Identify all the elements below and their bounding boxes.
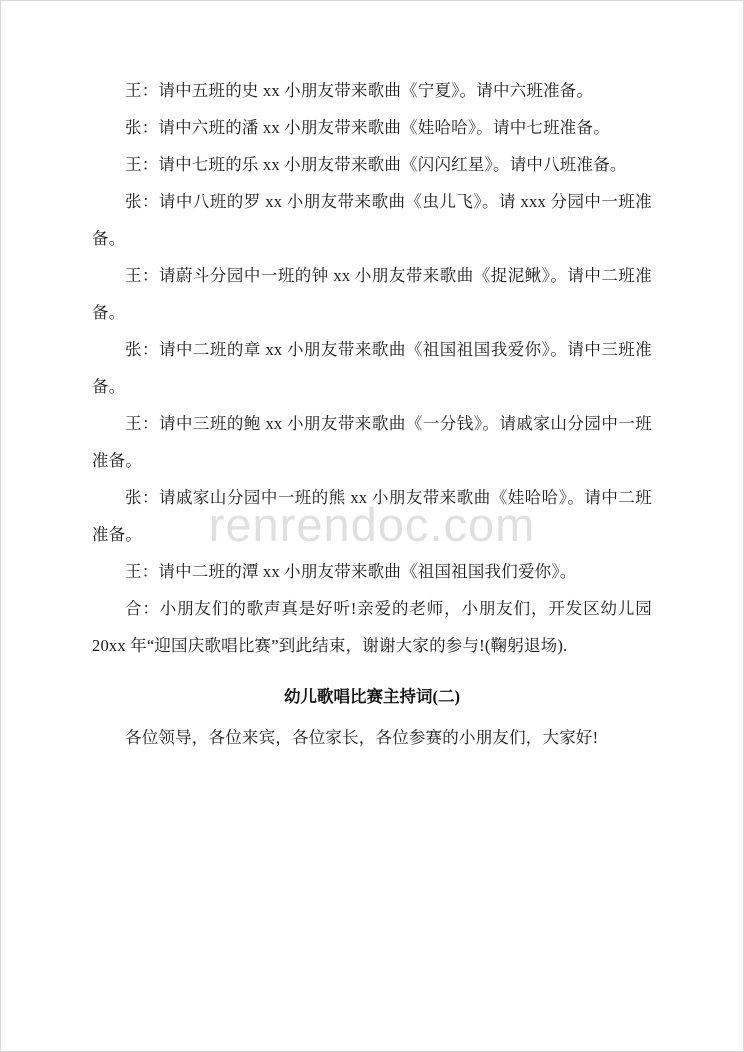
paragraph: 王：请中三班的鲍 xx 小朋友带来歌曲《一分钱》。请戚家山分园中一班准备。 (92, 414, 652, 470)
paragraph: 张：请中六班的潘 xx 小朋友带来歌曲《娃哈哈》。请中七班准备。 (125, 118, 610, 137)
paragraph: 王：请中五班的史 xx 小朋友带来歌曲《宁夏》。请中六班准备。 (125, 81, 594, 100)
paragraph: 张：请中二班的章 xx 小朋友带来歌曲《祖国祖国我爱你》。请中三班准备。 (92, 340, 652, 396)
paragraph: 张：请戚家山分园中一班的熊 xx 小朋友带来歌曲《娃哈哈》。请中二班准备。 (92, 488, 652, 544)
watermark-text: renrendoc.com (208, 498, 536, 551)
paragraph: 王：请中七班的乐 xx 小朋友带来歌曲《闪闪红星》。请中八班准备。 (125, 155, 627, 174)
paragraph: 合：小朋友们的歌声真是好听!亲爱的老师，小朋友们，开发区幼儿园 20xx 年“迎国庆歌唱比赛”到此结束，谢谢大家的参与!(鞠躬退场). (92, 599, 652, 655)
section-heading: 幼儿歌唱比赛主持词(二) (284, 687, 460, 706)
paragraph: 王：请中二班的潭 xx 小朋友带来歌曲《祖国祖国我们爱你》。 (125, 562, 577, 581)
paragraph: 张：请中八班的罗 xx 小朋友带来歌曲《虫儿飞》。请 xxx 分园中一班准备。 (92, 192, 652, 248)
paragraph: 各位领导，各位来宾，各位家长，各位参赛的小朋友们，大家好! (125, 728, 599, 747)
document-body (92, 72, 652, 756)
paragraph: 王：请蔚斗分园中一班的钟 xx 小朋友带来歌曲《捉泥鳅》。请中二班准备。 (92, 266, 652, 322)
